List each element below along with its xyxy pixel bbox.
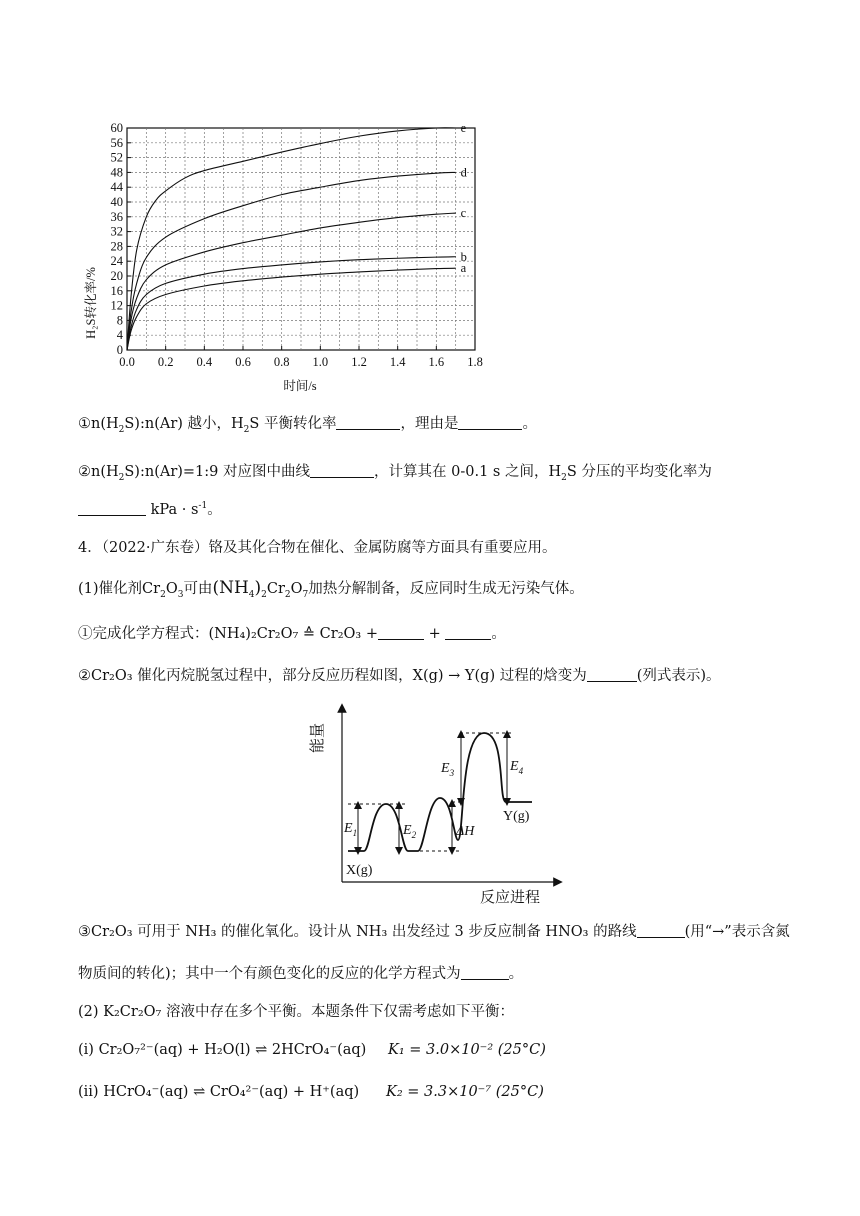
- series-label-b: b: [460, 249, 467, 264]
- q3-1-line: $①n(H_2S):n(Ar)$ 越小，$H_2S$ 平衡转化率 ，理由是 。: [78, 416, 537, 435]
- answer-blank[interactable]: [336, 415, 400, 430]
- q4-1-line: (1)催化剂$Cr_2O_3$可由$(NH_4)_2Cr_2O_7$加热分解制备，反应同时生成无污染气体。: [78, 578, 584, 600]
- chart-series: [127, 121, 468, 350]
- e1-label: $E_1$: [344, 821, 358, 838]
- chart-grid: [127, 128, 475, 350]
- answer-blank[interactable]: [458, 415, 522, 430]
- answer-blank[interactable]: [310, 463, 374, 478]
- e3-label: $E_3$: [441, 761, 455, 778]
- y-tick-label: 48: [110, 165, 123, 180]
- y-tick-label: 40: [110, 195, 123, 209]
- equilibrium-1: (ⅰ) Cr₂O₇²⁻(aq) + H₂O(l) ⇌ 2HCrO₄⁻(aq) K₁ = 3.0×10⁻² (25°C): [78, 1042, 546, 1058]
- x-tick-label: 0.2: [157, 355, 174, 369]
- series-label-a: a: [460, 261, 467, 276]
- q3-2b-line: kPa · $s^{-1}$。: [78, 500, 222, 520]
- answer-blank[interactable]: [78, 501, 146, 516]
- energy-curve: [348, 733, 532, 851]
- q4-title: 4．（2022·广东卷）铬及其化合物在催化、金属防腐等方面具有重要应用。: [78, 540, 557, 556]
- series-line-e: [127, 128, 456, 350]
- x-species-label: X(g): [346, 863, 373, 878]
- x-tick-label: 1.4: [389, 355, 406, 369]
- series-line-b: [127, 257, 456, 350]
- y-axis-label: H₂S转化率/%: [84, 267, 98, 339]
- x-tick-label: 0.6: [235, 355, 251, 369]
- series-line-c: [127, 213, 456, 350]
- answer-blank[interactable]: [637, 923, 685, 938]
- equilibrium-2: (ⅱ) HCrO₄⁻(aq) ⇌ CrO₄²⁻(aq) + H⁺(aq) K₂ = 3.3×10⁻⁷ (25°C): [78, 1084, 544, 1100]
- series-label-e: e: [460, 121, 467, 135]
- q4-1c2-line: 物质间的转化)；其中一个有颜色变化的反应的化学方程式为 。: [78, 966, 524, 982]
- x-tick-label: 0.8: [273, 355, 290, 369]
- y-tick-label: 12: [110, 298, 123, 313]
- x-tick-label: 1.6: [428, 355, 445, 369]
- e4-label: $E_4$: [510, 759, 524, 776]
- q4-1c-line: ③Cr₂O₃ 可用于 NH₃ 的催化氧化。设计从 NH₃ 出发经过 3 步反应制备 HNO₃ 的路线 (用“→”表示含氮: [78, 924, 790, 940]
- dh-label: ΔH: [456, 824, 475, 839]
- answer-blank[interactable]: [461, 965, 509, 980]
- answer-blank[interactable]: [587, 667, 637, 682]
- y-tick-label: 36: [110, 209, 123, 224]
- q3-2-line: $②n(H_2S):n(Ar)=1:9$ 对应图中曲线 ，计算其在 0-0.1 s 之间，$H_2S$ 分压的平均变化率为: [78, 464, 712, 483]
- x-tick-label: 1.0: [312, 355, 329, 369]
- h2s-conversion-chart: [78, 108, 498, 398]
- answer-blank[interactable]: [445, 625, 491, 640]
- y-tick-label: 32: [110, 224, 123, 239]
- chart-ticks: [111, 121, 483, 369]
- y-tick-label: 60: [110, 121, 123, 135]
- x-tick-label: 1.2: [351, 355, 367, 369]
- x-tick-label: 1.8: [467, 355, 483, 369]
- energy-x-label: 反应进程: [479, 890, 541, 906]
- series-label-c: c: [460, 206, 467, 221]
- y-tick-label: 44: [110, 180, 123, 195]
- y-tick-label: 28: [110, 239, 123, 254]
- y-tick-label: 8: [116, 313, 123, 328]
- x-tick-label: 0.4: [196, 355, 213, 369]
- e2-label: $E_2$: [403, 823, 417, 840]
- x-tick-label: 0.0: [119, 355, 135, 369]
- series-label-d: d: [460, 165, 467, 180]
- energy-y-label: 能量: [310, 722, 326, 754]
- y-tick-label: 24: [110, 254, 123, 269]
- q4-1a-line: ①完成化学方程式：(NH₄)₂Cr₂O₇ ≙ Cr₂O₃ + + 。: [78, 626, 506, 642]
- q4-2-line: (2) K₂Cr₂O₇ 溶液中存在多个平衡。本题条件下仅需考虑如下平衡：: [78, 1004, 514, 1020]
- y-tick-label: 0: [116, 343, 123, 357]
- y-tick-label: 20: [110, 269, 123, 283]
- q4-1b-line: ②Cr₂O₃ 催化丙烷脱氢过程中，部分反应历程如图，X(g) → Y(g) 过程的焓变为 (列式表示)。: [78, 668, 721, 684]
- y-tick-label: 16: [110, 283, 123, 298]
- energy-profile-diagram: [300, 700, 580, 910]
- x-axis-label: 时间/s: [283, 379, 317, 393]
- y-tick-label: 56: [110, 135, 123, 150]
- y-species-label: Y(g): [503, 809, 530, 824]
- y-tick-label: 4: [116, 328, 123, 343]
- answer-blank[interactable]: [378, 625, 424, 640]
- y-tick-label: 52: [110, 150, 123, 165]
